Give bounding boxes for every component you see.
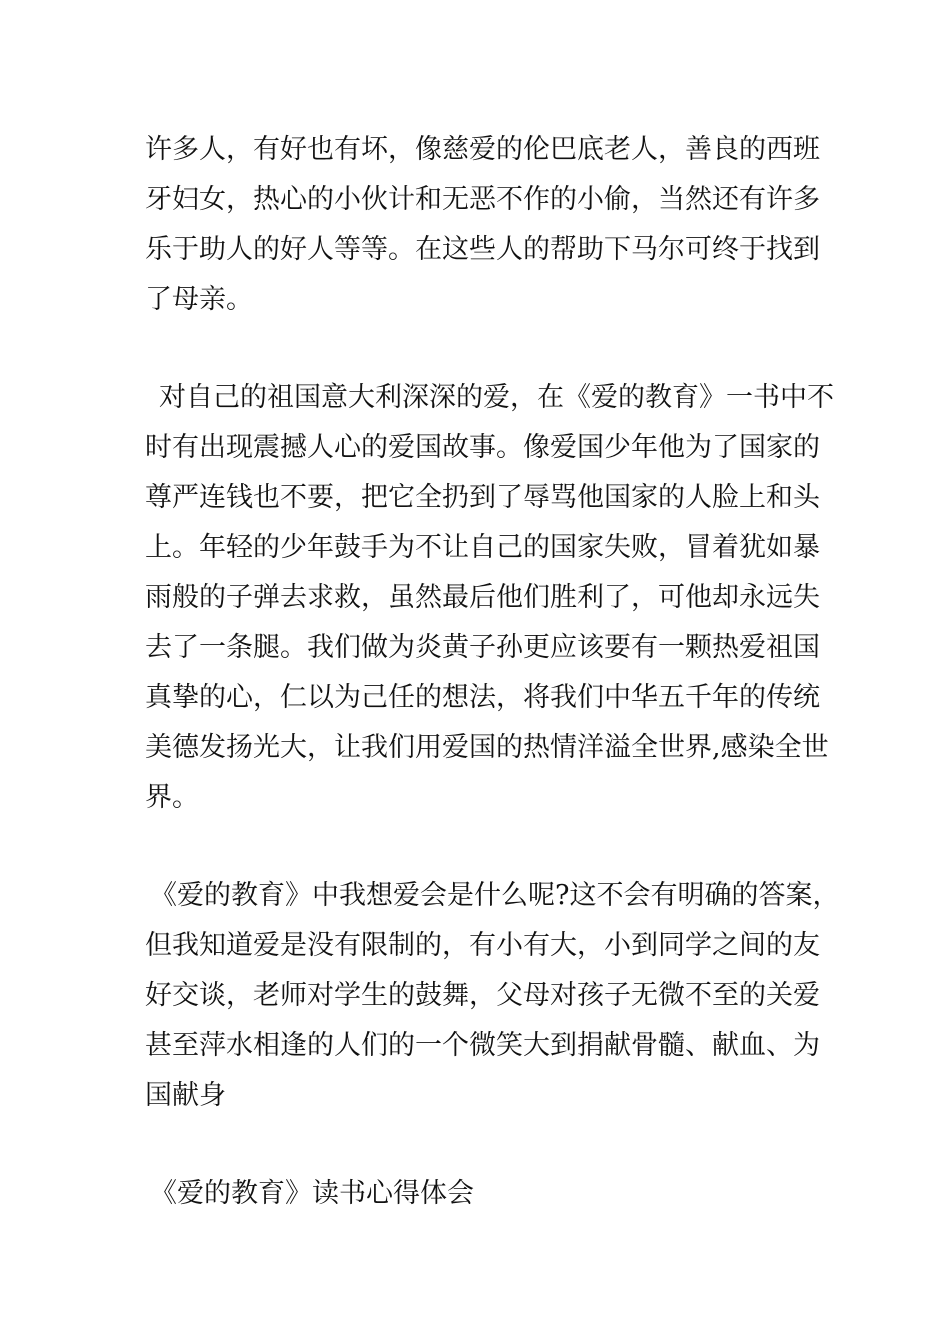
paragraph-3-line-1: 《爱的教育》中我想爱会是什么呢?这不会有明确的答案， [150, 880, 840, 911]
paragraph-1-line-3: 乐于助人的好人等等。在这些人的帮助下马尔可终于找到 [145, 234, 820, 265]
paragraph-3-line-4: 甚至萍水相逢的人们的一个微笑大到捐献骨髓、献血、为 [145, 1030, 820, 1061]
paragraph-2-line-6: 去了一条腿。我们做为炎黄子孙更应该要有一颗热爱祖国 [145, 632, 820, 663]
paragraph-1-line-2: 牙妇女，热心的小伙计和无恶不作的小偷，当然还有许多 [145, 184, 820, 215]
paragraph-1-line-1: 许多人，有好也有坏，像慈爱的伦巴底老人，善良的西班 [145, 134, 820, 165]
section-heading: 《爱的教育》读书心得体会 [150, 1178, 474, 1209]
paragraph-2-line-9: 界。 [145, 782, 199, 813]
paragraph-1-line-4: 了母亲。 [145, 284, 253, 315]
paragraph-3-line-2: 但我知道爱是没有限制的，有小有大，小到同学之间的友 [145, 930, 820, 961]
paragraph-2-line-5: 雨般的子弹去求救，虽然最后他们胜利了，可他却永远失 [145, 582, 820, 613]
paragraph-3-line-5: 国献身 [145, 1080, 226, 1111]
paragraph-2-line-4: 上。年轻的少年鼓手为不让自己的国家失败，冒着犹如暴 [145, 532, 820, 563]
paragraph-2-line-1: 对自己的祖国意大利深深的爱，在《爱的教育》一书中不 [159, 382, 834, 413]
paragraph-2-line-2: 时有出现震撼人心的爱国故事。像爱国少年他为了国家的 [145, 432, 820, 463]
paragraph-3-line-3: 好交谈，老师对学生的鼓舞，父母对孩子无微不至的关爱 [145, 980, 820, 1011]
paragraph-2-line-8: 美德发扬光大，让我们用爱国的热情洋溢全世界,感染全世 [145, 732, 829, 763]
paragraph-2-line-7: 真挚的心，仁以为己任的想法，将我们中华五千年的传统 [145, 682, 820, 713]
paragraph-2-line-3: 尊严连钱也不要，把它全扔到了辱骂他国家的人脸上和头 [145, 482, 820, 513]
